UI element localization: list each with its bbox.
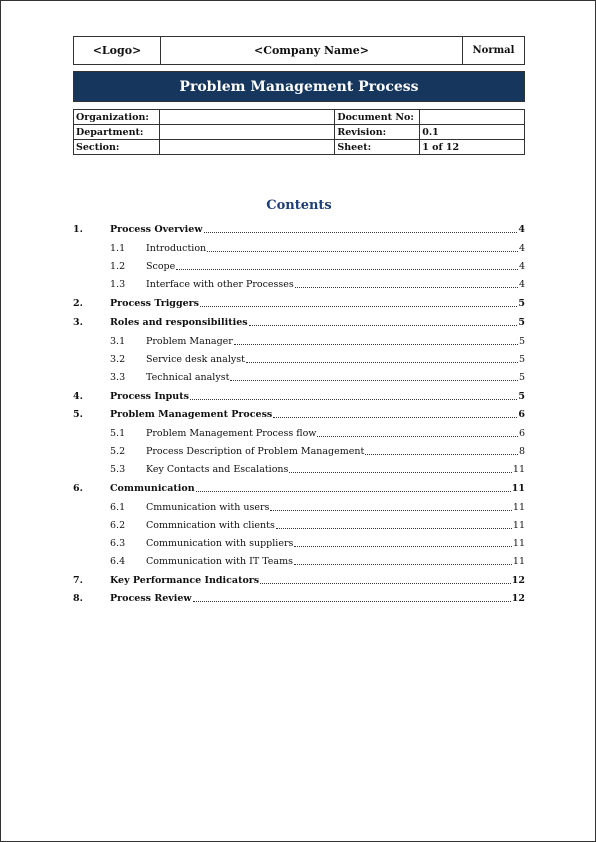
toc-dot-leader [196,490,511,492]
sheet-value: 1 of 12 [420,140,525,155]
toc-dot-leader [176,268,518,270]
toc-dot-leader [365,453,518,455]
toc-entry-page: 8 [518,446,525,457]
toc-entry-page: 11 [512,502,525,513]
toc-dot-leader [204,231,518,233]
meta-row [74,110,525,125]
toc-entry-page: 11 [512,464,525,475]
toc-dot-leader [234,343,518,345]
toc-entry-line [146,372,525,383]
toc-dot-leader [270,509,511,511]
classification-label: Normal [472,45,515,56]
toc-dot-leader [317,435,518,437]
toc-entry[interactable] [73,296,525,310]
toc-entry-line [146,538,525,549]
toc-entry-line [146,261,525,272]
toc-dot-leader [294,545,512,547]
toc-entry-number: 7. [73,575,83,586]
toc-entry-number: 6.1 [110,502,126,513]
sheet-label: Sheet: [335,140,420,155]
toc-entry-title: Interface with other Processes [146,279,294,290]
toc-entry-number: 1. [73,224,83,235]
organization-value [159,110,334,125]
toc-entry-page: 5 [518,391,525,402]
toc-dot-leader [230,379,518,381]
toc-entry-line [110,224,525,235]
revision-label: Revision: [335,125,420,140]
toc-entry[interactable] [73,334,525,348]
toc-entry-page: 4 [518,243,525,254]
toc-entry-page: 11 [512,538,525,549]
toc-entry-line [110,575,525,586]
toc-dot-leader [200,305,517,307]
toc-entry[interactable] [73,536,525,550]
toc-entry-page: 5 [518,354,525,365]
document-title-banner [73,71,525,102]
toc-entry-page: 5 [518,336,525,347]
toc-entry-page: 12 [511,575,525,586]
department-label: Department: [74,125,160,140]
toc-entry-line [146,556,525,567]
toc-entry[interactable] [73,500,525,514]
toc-entry-title: Service desk analyst [146,354,245,365]
toc-entry-number: 5.3 [110,464,126,475]
toc-dot-leader [260,582,511,584]
toc-dot-leader [193,600,511,602]
toc-entry-line [146,446,525,457]
toc-entry-title: Communication with IT Teams [146,556,293,567]
toc-entry-line [110,593,525,604]
meta-row [74,140,525,155]
toc-entry-line [146,428,525,439]
toc-entry-number: 6.2 [110,520,126,531]
toc-entry-page: 5 [518,372,525,383]
toc-entry-page: 11 [512,556,525,567]
toc-dot-leader [294,563,512,565]
department-value [159,125,334,140]
toc-entry-title: Technical analyst [146,372,230,383]
toc-entry-page: 6 [518,428,525,439]
toc-entry-number: 6.3 [110,538,126,549]
toc-entry[interactable] [73,222,525,236]
toc-entry[interactable] [73,277,525,291]
toc-entry-title: Process Review [110,593,192,604]
toc-entry-title: Cmmunication with users [146,502,270,513]
toc-entry-number: 6.4 [110,556,126,567]
toc-entry-page: 5 [518,298,525,309]
toc-entry[interactable] [73,370,525,384]
company-name: <Company Name> [161,37,463,64]
organization-label: Organization: [74,110,160,125]
toc-entry-line [146,336,525,347]
section-label: Section: [74,140,160,155]
toc-entry-number: 1.3 [110,279,126,290]
toc-dot-leader [246,361,518,363]
document-no-value [420,110,525,125]
toc-entry[interactable] [73,407,525,421]
logo-placeholder: <Logo> [74,37,161,64]
toc-entry[interactable] [73,259,525,273]
toc-entry-page: 4 [518,279,525,290]
toc-dot-leader [249,324,518,326]
toc-entry-line [110,391,525,402]
toc-dot-leader [207,250,518,252]
toc-dot-leader [276,527,512,529]
toc-entry[interactable] [73,573,525,587]
toc-dot-leader [190,398,517,400]
toc-entry-line [146,502,525,513]
toc-entry-page: 11 [512,520,525,531]
toc-entry-number: 1.2 [110,261,126,272]
document-header [73,36,525,65]
document-meta-table [73,109,525,155]
toc-entry[interactable] [73,315,525,329]
toc-entry-title: Process Triggers [110,298,199,309]
toc-entry-number: 1.1 [110,243,126,254]
toc-entry-title: Introduction [146,243,207,254]
toc-entry-number: 3. [73,317,83,328]
contents-heading: Contents [266,198,332,213]
toc-entry-number: 5. [73,409,83,420]
toc-entry-number: 3.1 [110,336,126,347]
toc-entry[interactable] [73,554,525,568]
toc-entry[interactable] [73,481,525,495]
toc-entry-page: 4 [518,261,525,272]
toc-entry-number: 2. [73,298,83,309]
toc-entry-line [110,409,525,420]
toc-dot-leader [289,471,511,473]
toc-entry-title: Key Contacts and Escalations [146,464,289,475]
document-title: Problem Management Process [179,78,419,95]
toc-entry-title: Commnication with clients [146,520,275,531]
toc-entry-page: 11 [511,483,525,494]
toc-entry-line [110,483,525,494]
toc-entry-page: 12 [511,593,525,604]
revision-value: 0.1 [420,125,525,140]
toc-entry-title: Process Overview [110,224,203,235]
toc-entry-line [146,279,525,290]
toc-entry[interactable] [73,352,525,366]
toc-entry-number: 3.2 [110,354,126,365]
toc-entry-number: 3.3 [110,372,126,383]
toc-entry-title: Communication [110,483,195,494]
toc-entry-line [146,354,525,365]
toc-entry-title: Roles and responsibilities [110,317,248,328]
toc-entry-number: 5.1 [110,428,126,439]
toc-entry-title: Key Performance Indicators [110,575,260,586]
toc-entry-title: Communication with suppliers [146,538,294,549]
toc-entry-title: Problem Manager [146,336,233,347]
toc-entry-title: Problem Management Process [110,409,273,420]
toc-entry[interactable] [73,462,525,476]
toc-entry-title: Process Description of Problem Management [146,446,365,457]
toc-entry[interactable] [73,389,525,403]
toc-entry-page: 6 [518,409,525,420]
toc-entry-number: 5.2 [110,446,126,457]
meta-row [74,125,525,140]
toc-entry[interactable] [73,591,525,605]
toc-entry-line [110,317,525,328]
toc-entry-title: Problem Management Process flow [146,428,317,439]
toc-entry-page: 5 [518,317,525,328]
toc-entry[interactable] [73,518,525,532]
document-no-label: Document No: [335,110,420,125]
toc-entry-title: Process Inputs [110,391,189,402]
toc-entry-line [110,298,525,309]
toc-entry[interactable] [73,241,525,255]
toc-entry-number: 8. [73,593,83,604]
toc-entry-page: 4 [518,224,525,235]
toc-dot-leader [273,416,517,418]
toc-entry[interactable] [73,426,525,440]
toc-entry-line [146,243,525,254]
toc-entry-line [146,464,525,475]
toc-entry-number: 4. [73,391,83,402]
toc-entry-line [146,520,525,531]
toc-entry-number: 6. [73,483,83,494]
toc-entry-title: Scope [146,261,176,272]
toc-dot-leader [295,286,518,288]
toc-entry[interactable] [73,444,525,458]
section-value [159,140,334,155]
